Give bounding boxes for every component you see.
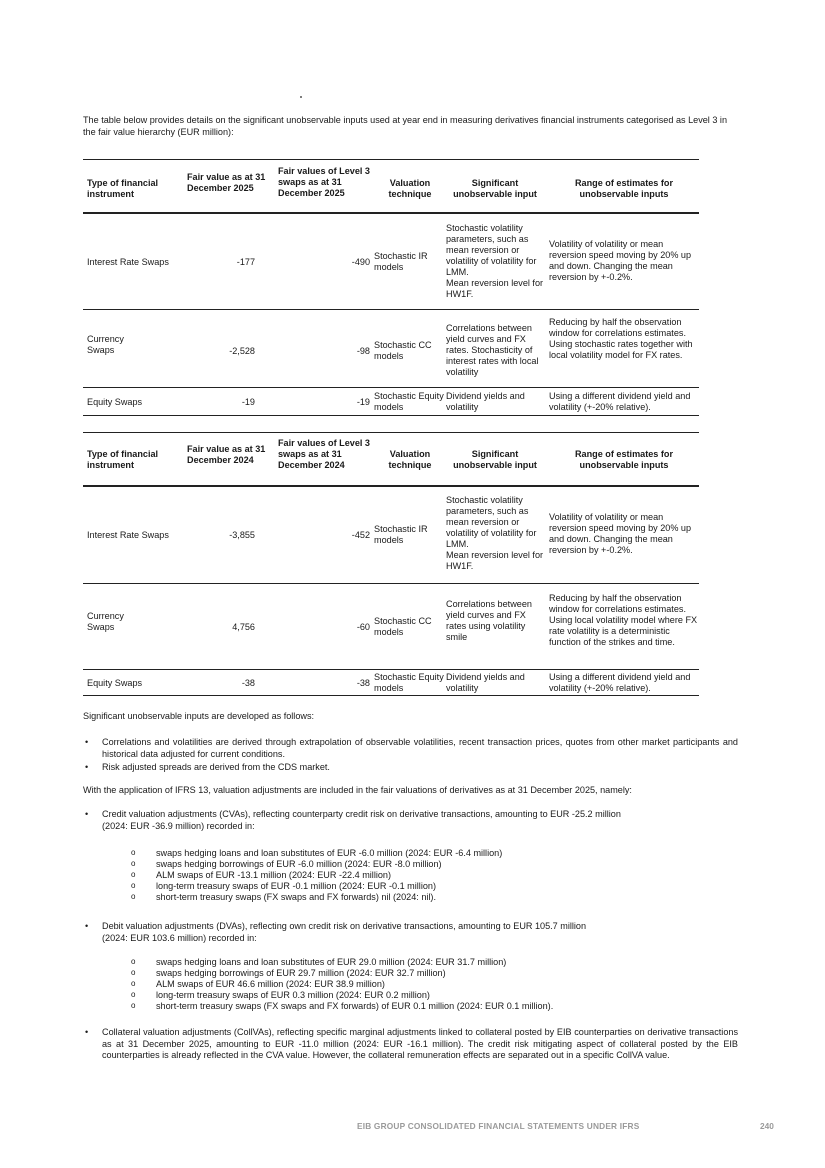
ifrs-intro: With the application of IFRS 13, valuation adjustments are included in the fair valuations of derivatives as at 31 December 2025, namely:: [83, 785, 632, 795]
page-number: 240: [760, 1121, 774, 1131]
circle-bullet-icon: o: [131, 892, 136, 901]
row-level3-value: -452: [351, 530, 370, 540]
header-technique: Valuation technique: [388, 178, 432, 199]
header-level3: Fair values of Level 3 swaps as at 31 December 2024: [278, 438, 370, 470]
row-technique: Stochastic IR models: [374, 524, 428, 545]
bullet-item: [83, 762, 738, 774]
dva-text: Debit valuation adjustments (DVAs), reflecting own credit risk on derivative transactions, amounting to EUR 105.7 million (2024: EUR 103.6 million) recorded in:: [102, 921, 587, 943]
row-input: Dividend yields and volatility: [446, 672, 525, 693]
sub-item-text: short-term treasury swaps (FX swaps and FX forwards) nil (2024: nil).: [156, 892, 436, 902]
sub-item-text: swaps hedging borrowings of EUR -6.0 million (2024: EUR -8.0 million): [156, 859, 442, 869]
row-range: Reducing by half the observation window for correlations estimates. Using local volatility model where FX rate volatility is a deterministic function of the strikes and time.: [549, 593, 698, 647]
row-range: Volatility of volatility or mean reversion speed moving by 20% up and down. Changing the mean reversion by +-0.2%.: [549, 239, 692, 282]
row-input: Correlations between yield curves and FX rates using volatility smile: [446, 599, 532, 642]
bullet-text: Correlations and volatilities are derived through extrapolation of observable volatilities, recent transaction prices, quotes from other market participants and historical data adjusted for current conditions.: [102, 737, 738, 759]
row-input: Stochastic volatility parameters, such as mean reversion or volatility of volatility for LMM. Mean reversion level for HW1F.: [446, 495, 544, 571]
row-range: Using a different dividend yield and volatility (+-20% relative).: [549, 391, 691, 412]
row-rule: [83, 387, 699, 388]
header-type: Type of financial instrument: [87, 449, 159, 470]
row-range: Volatility of volatility or mean reversion speed moving by 20% up and down. Changing the mean reversion by +-0.2%.: [549, 512, 692, 555]
sub-item-text: ALM swaps of EUR -13.1 million (2024: EUR -22.4 million): [156, 870, 392, 880]
table-top-rule: [83, 432, 699, 433]
header-fair-value: Fair value as at 31 December 2025: [187, 172, 266, 193]
intro-paragraph: The table below provides details on the significant unobservable inputs used at year end in measuring derivatives financial instruments categorised as Level 3 in the fair value hierarchy (EUR million):: [83, 115, 728, 137]
row-level3-value: -60: [356, 622, 370, 632]
row-range: Reducing by half the observation window for correlations estimates. Using stochastic rates together with local volatility model for FX rates.: [549, 317, 693, 360]
row-rule: [83, 415, 699, 416]
row-rule: [83, 695, 699, 696]
row-type: Interest Rate Swaps: [87, 530, 169, 540]
row-technique: Stochastic Equity models: [374, 391, 444, 412]
header-technique: Valuation technique: [388, 449, 432, 470]
bullet-icon: •: [85, 921, 89, 931]
header-level3: Fair values of Level 3 swaps as at 31 December 2025: [278, 166, 370, 198]
header-fair-value: Fair value as at 31 December 2024: [187, 444, 266, 465]
row-fair-value: -177: [236, 257, 255, 267]
row-type: Currency Swaps: [87, 334, 124, 355]
circle-bullet-icon: o: [131, 859, 136, 868]
sub-item-text: swaps hedging loans and loan substitutes of EUR -6.0 million (2024: EUR -6.4 million): [156, 848, 503, 858]
page-footer: EIB GROUP CONSOLIDATED FINANCIAL STATEMENTS UNDER IFRS: [357, 1121, 640, 1131]
circle-bullet-icon: o: [131, 870, 136, 879]
stray-dot: [300, 96, 302, 98]
sub-item-text: long-term treasury swaps of EUR 0.3 million (2024: EUR 0.2 million): [156, 990, 430, 1000]
cva-bullet: [83, 809, 738, 833]
row-fair-value: -3,855: [229, 530, 255, 540]
row-type: Currency Swaps: [87, 611, 124, 632]
row-technique: Stochastic CC models: [374, 616, 432, 637]
sub-item-text: long-term treasury swaps of EUR -0.1 million (2024: EUR -0.1 million): [156, 881, 436, 891]
circle-bullet-icon: o: [131, 848, 136, 857]
row-fair-value: -19: [241, 397, 255, 407]
header-range: Range of estimates for unobservable inputs: [574, 449, 674, 470]
bullet-icon: •: [85, 737, 89, 747]
bullet-text: Risk adjusted spreads are derived from the CDS market.: [102, 762, 330, 772]
row-type: Interest Rate Swaps: [87, 257, 169, 267]
bullet-icon: •: [85, 1027, 89, 1037]
circle-bullet-icon: o: [131, 968, 136, 977]
row-technique: Stochastic CC models: [374, 340, 432, 361]
collva-text: Collateral valuation adjustments (CollVAs), reflecting specific marginal adjustments linked to collateral posted by EIB counterparties on derivative transactions as at 31 December 2025, amounting to EUR -11.0 million (2024: EUR -16.1 million). The credit risk mitigating aspect of collateral posted by the EIB counterparties is already reflected in the CVA value. However, the collateral remuneration effects are separated out in a specific CollVA value.: [102, 1027, 738, 1060]
circle-bullet-icon: o: [131, 881, 136, 890]
collva-bullet: [83, 1027, 738, 1075]
sub-item-text: swaps hedging loans and loan substitutes of EUR 29.0 million (2024: EUR 31.7 million): [156, 957, 507, 967]
circle-bullet-icon: o: [131, 990, 136, 999]
row-range: Using a different dividend yield and volatility (+-20% relative).: [549, 672, 691, 693]
sig-intro: Significant unobservable inputs are developed as follows:: [83, 711, 315, 721]
row-level3-value: -98: [356, 346, 370, 356]
sub-item-text: swaps hedging borrowings of EUR 29.7 million (2024: EUR 32.7 million): [156, 968, 446, 978]
row-level3-value: -490: [351, 257, 370, 267]
row-input: Dividend yields and volatility: [446, 391, 525, 412]
sub-item-text: ALM swaps of EUR 46.6 million (2024: EUR 38.9 million): [156, 979, 385, 989]
circle-bullet-icon: o: [131, 1001, 136, 1010]
bullet-item: [83, 737, 738, 761]
circle-bullet-icon: o: [131, 957, 136, 966]
circle-bullet-icon: o: [131, 979, 136, 988]
row-rule: [83, 309, 699, 310]
sub-item-text: short-term treasury swaps (FX swaps and FX forwards) of EUR 0.1 million (2024: EUR 0.1 million).: [156, 1001, 554, 1011]
row-input: Stochastic volatility parameters, such as mean reversion or volatility of volatility for LMM. Mean reversion level for HW1F.: [446, 223, 544, 299]
row-input: Correlations between yield curves and FX rates. Stochasticity of interest rates with local volatility: [446, 323, 539, 377]
header-input: Significant unobservable input: [453, 178, 537, 199]
bullet-icon: •: [85, 762, 89, 772]
header-range: Range of estimates for unobservable inputs: [574, 178, 674, 199]
row-type: Equity Swaps: [87, 678, 143, 688]
row-level3-value: -19: [356, 397, 370, 407]
header-rule: [83, 485, 699, 487]
row-type: Equity Swaps: [87, 397, 143, 407]
row-fair-value: 4,756: [232, 622, 255, 632]
table-top-rule: [83, 159, 699, 160]
header-rule: [83, 212, 699, 214]
row-technique: Stochastic IR models: [374, 251, 428, 272]
header-input: Significant unobservable input: [453, 449, 537, 470]
row-technique: Stochastic Equity models: [374, 672, 444, 693]
row-fair-value: -2,528: [229, 346, 255, 356]
cva-text: Credit valuation adjustments (CVAs), reflecting counterparty credit risk on derivative transactions, amounting to EUR -25.2 million (2024: EUR -36.9 million) recorded in:: [102, 809, 621, 831]
row-level3-value: -38: [356, 678, 370, 688]
row-rule: [83, 669, 699, 670]
row-fair-value: -38: [241, 678, 255, 688]
header-type: Type of financial instrument: [87, 178, 159, 199]
dva-bullet: [83, 921, 738, 945]
row-rule: [83, 583, 699, 584]
bullet-icon: •: [85, 809, 89, 819]
